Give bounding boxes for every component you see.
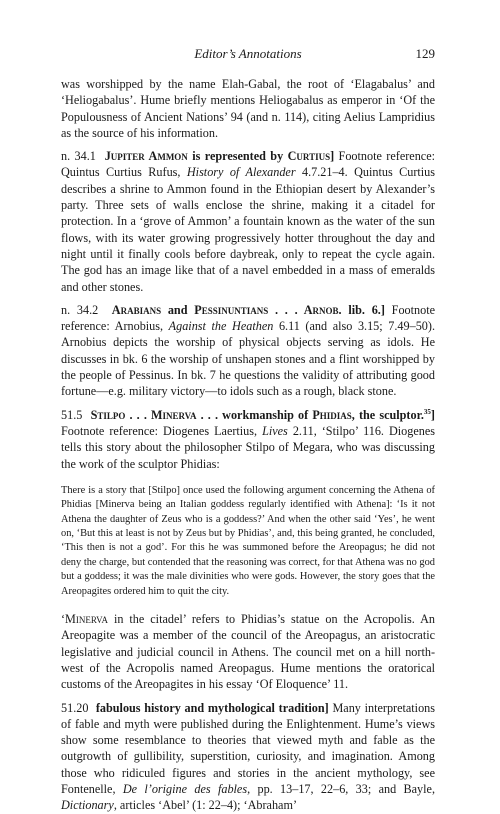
annotation-body: Many interpretations of fable and myth were published during the Enlightenment. Hume’s views show some resemblance to theories that viewed myth and fable as the outgrowth of gullibility, superstition, curiosity, and imagination. Among those who ridiculed figures and stories in the ancient mythology, see Fontenelle, <box>61 700 435 797</box>
block-quote <box>61 484 435 599</box>
block-quote-text: There is a story that [Stilpo] once used the following argument concerning the Athena of Phidias [Minerva being an Italian goddess regularly identified with Athena]: ‘Is it not Athena the daughter of Zeus who is a goddess?’ And when the other said ‘Yes’, he went on, ‘But this at least is not by Zeus but by Phidias’, and, this being granted, he concluded, ‘This then is not a god’. For this he was summoned before the Areopagus; he did not deny the charge, but contended that the reasoning was correct, for that Athena was no god but a goddess; it was the male divinities who were gods. However, the story goes that the Areopagites ordered him to quit the city. <box>61 484 435 597</box>
annotation-lemma <box>91 408 435 422</box>
work-title: Against the Heathen <box>168 319 274 334</box>
footnote-superscript: 35 <box>423 407 431 416</box>
running-head-title: Editor’s Annotations <box>194 46 302 61</box>
annotation-body: Footnote reference: Quintus Curtius Rufus, <box>61 149 436 180</box>
paragraph-text: in the citadel’ refers to Phidias’s statue on the Acropolis. An Areopagite was a member of the council of the Areopagus, an aristocratic legislative and judicial council in Athens. The council met on a hill north-west of the Acropolis named Areopagus. Hume mentions the oratorical customs of the Areopagites in his essay ‘Of Eloquence’ 11. <box>61 612 435 692</box>
lemma-middle: . . . workmanship of <box>196 407 313 422</box>
annotation-34-1 <box>61 148 435 295</box>
annotation-51-5 <box>61 407 435 472</box>
lemma-smallcaps-2: Phidias <box>312 407 352 422</box>
annotation-body-2: 2.11, ‘Stilpo’ 116. Diogenes tells this story about the philosopher Stilpo of Megara, who was discussing the work of the sculptor Phidias: <box>61 423 435 471</box>
annotation-body: Footnote reference: Diogenes Laertius, <box>61 423 263 438</box>
paragraph-text: was worshipped by the name Elah-Gabal, the root of ‘Elagabalus’ and ‘Heliogabalus’. Hume briefly mentions Heliogabalus as emperor in ‘Of the Populousness of Ancient Nations’ 94 (and n. 114), citing Aelius Lampridius as the source of his information. <box>61 77 435 140</box>
annotation-ref: 51.5 <box>61 407 83 422</box>
annotation-ref: n. 34.2 <box>61 302 99 317</box>
lemma-close: ] <box>430 407 435 422</box>
annotation-lemma: fabulous history and mythological tradition] <box>95 700 329 715</box>
annotation-body-2: , pp. 13–17, 22–6, 33; and Bayle, <box>247 782 435 797</box>
work-title: Lives <box>262 423 288 438</box>
annotation-51-20 <box>61 700 435 814</box>
lemma-end: , the sculptor. <box>351 407 424 422</box>
running-head <box>61 46 435 66</box>
annotation-ref: 51.20 <box>61 700 89 715</box>
lemma-smallcaps: Jupiter Ammon <box>104 149 188 164</box>
annotation-lemma <box>112 303 385 317</box>
work-title: History of Alexander <box>186 165 296 180</box>
annotation-body-2: 4.7.21–4. Quintus Curtius describes a shrine to Ammon found in the Ethiopian desert by Alexander’s party. Three sets of walls enclose the shrine, making it a citadel for protection. In a ‘grove of Ammon’ a fountain known as the water of the sun flows, with its water growing progressively hotter throughout the day and night until it finally cools before daybreak, only to repeat the cycle again. The god has an image like that of a navel embedded in a mass of emeralds and other stones. <box>61 165 435 294</box>
annotation-ref: n. 34.1 <box>61 149 96 164</box>
paragraph-continued <box>61 76 435 141</box>
work-title: De l’origine des fables <box>122 782 248 797</box>
lemma-smallcaps-2: Pessinuntians . . . Arnob. <box>194 302 342 317</box>
work-title-2: Dictionary <box>61 798 114 813</box>
lemma-middle: and <box>161 302 195 317</box>
lemma-middle: is represented by <box>187 149 288 164</box>
annotation-body: Footnote reference: Arnobius, <box>61 302 436 334</box>
paragraph-smallcaps-start: ‘Minerva <box>61 612 109 627</box>
lemma-smallcaps: Arabians <box>111 302 162 317</box>
paragraph-minerva <box>61 611 435 692</box>
annotation-body-2: 6.11 (and also 3.15; 7.49–50). Arnobius depicts the worship of physical objects serving as idols. He discusses in bk. 6 the worship of unshapen stones and a flint worshipped by the people of Pessinus. In bk. 7 he questions the validity of attributing good fortune—e.g. military victory—to idols such as a rough, black stone. <box>61 319 435 399</box>
annotation-body-3: , articles ‘Abel’ (1: 22–4); ‘Abraham’ <box>113 798 298 813</box>
lemma-end: lib. 6.] <box>341 302 385 317</box>
page <box>61 46 435 814</box>
annotation-lemma <box>105 149 334 163</box>
page-number: 129 <box>415 46 435 61</box>
annotation-34-2 <box>61 302 435 400</box>
lemma-end: ] <box>330 149 335 164</box>
lemma-smallcaps-2: Curtius <box>287 149 331 164</box>
lemma-smallcaps: Stilpo . . . Minerva <box>90 407 197 422</box>
